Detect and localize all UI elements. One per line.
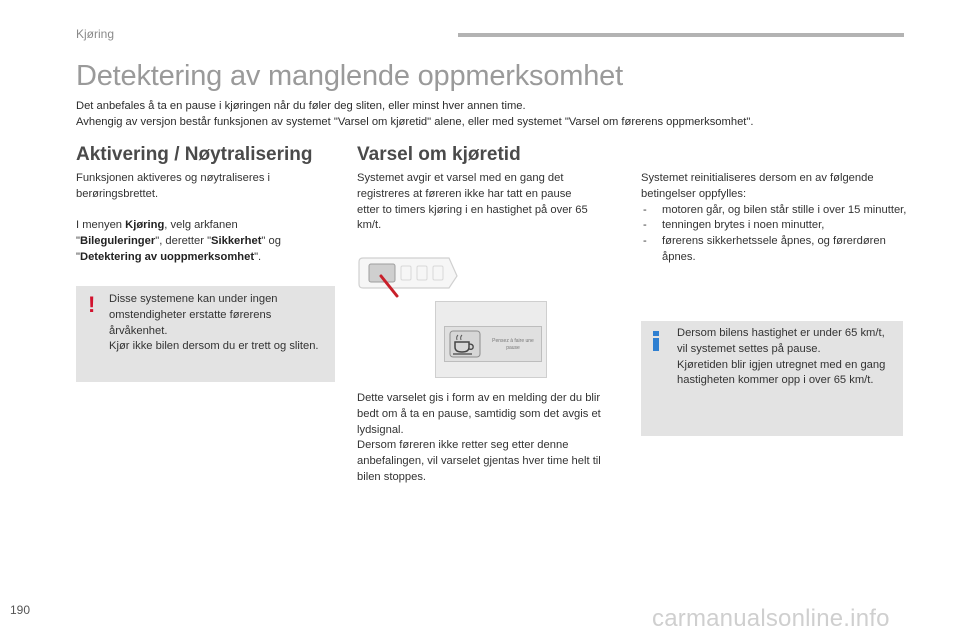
alert-message-panel xyxy=(444,326,542,362)
menu-instructions: I menyen Kjøring, velg arkfanen "Bileguleringer", deretter "Sikkerhet" og "Detektering av uoppmerksomhet". xyxy=(76,219,281,263)
info-text: Dersom bilens hastighet er under 65 km/t, vil systemet settes på pause. Kjøretiden blir igjen utregnet med en gang hastigheten kommer opp i over 65 km/t. xyxy=(677,327,886,387)
list-item: - motoren går, og bilen står stille i over 15 minutter, xyxy=(641,203,909,219)
watermark: carmanualsonline.info xyxy=(652,605,890,632)
touchscreen-illustration xyxy=(357,254,461,300)
section-label: Kjøring xyxy=(76,27,115,41)
reset-conditions xyxy=(641,171,909,266)
activation-paragraph: Funksjonen aktiveres og nøytraliseres i berøringsbrettet. xyxy=(76,172,271,200)
reset-intro: Systemet reinitialiseres dersom en av følgende betingelser oppfylles: xyxy=(641,172,874,200)
heading-driving-time-alert: Varsel om kjøretid xyxy=(357,144,521,165)
header-rule xyxy=(458,33,904,37)
intro-line-1: Det anbefales å ta en pause i kjøringen når du føler deg sliten, eller minst hver annen time. xyxy=(76,100,526,112)
list-item: - førerens sikkerhetssele åpnes, og førerdøren åpnes. xyxy=(641,234,909,266)
instrument-display xyxy=(435,301,547,378)
driving-time-paragraph: Systemet avgir et varsel med en gang det registreres at føreren ikke har tatt en pause etter to timers kjøring i en hastighet på over 65 km/t. xyxy=(357,172,588,232)
conditions-list xyxy=(641,203,909,266)
page-number: 190 xyxy=(10,603,31,617)
list-item: - tenningen brytes i noen minutter, xyxy=(641,218,909,234)
svg-text:pause: pause xyxy=(506,345,520,351)
heading-activation: Aktivering / Nøytralisering xyxy=(76,144,313,165)
intro-text xyxy=(76,98,753,130)
page-title: Detektering av manglende oppmerksomhet xyxy=(76,60,623,92)
alert-description: Dette varselet gis i form av en melding der du blir bedt om å ta en pause, samtidig som det avgis et lydsignal. Dersom føreren ikke retter seg etter denne anbefalingen, vil varselet gjentas hver time helt til bilen stoppes. xyxy=(357,392,601,483)
svg-text:Pensez à faire une: Pensez à faire une xyxy=(492,338,534,344)
warning-icon: ! xyxy=(88,292,96,317)
intro-line-2: Avhengig av versjon består funksjonen av systemet "Varsel om kjøretid" alene, eller med systemet "Varsel om førerens oppmerksomhet". xyxy=(76,116,754,128)
coffee-cup-icon xyxy=(449,330,481,358)
alert-message-text xyxy=(485,335,541,355)
warning-box xyxy=(76,286,335,382)
warning-text: Disse systemene kan under ingen omstendigheter erstatte førerens årvåkenhet. Kjør ikke bilen dersom du er trett og sliten. xyxy=(109,293,319,353)
info-icon xyxy=(653,331,659,351)
